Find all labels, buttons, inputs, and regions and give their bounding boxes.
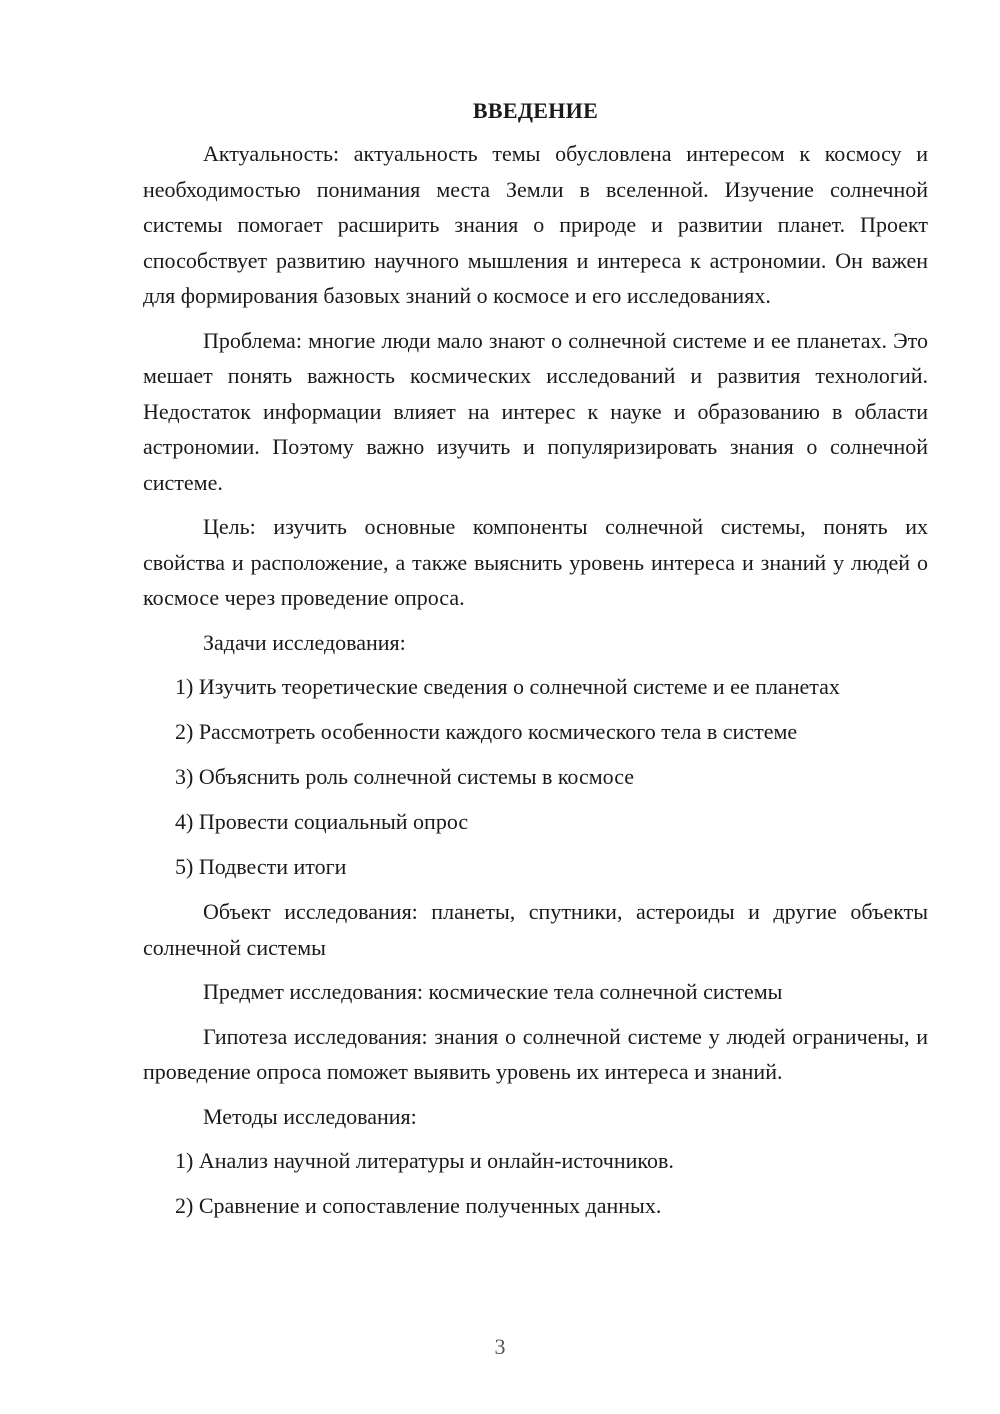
methods-heading: Методы исследования:	[203, 1103, 417, 1129]
method-item-1: 1) Анализ научной литературы и онлайн-источников.	[175, 1148, 674, 1173]
tasks-heading: Задачи исследования:	[203, 629, 406, 655]
paragraph-object: Объект исследования: планеты, спутники, астероиды и другие объекты солнечной системы	[143, 899, 928, 960]
methods-list	[143, 1143, 928, 1224]
tasks-list	[143, 669, 928, 885]
method-item-2: 2) Сравнение и сопоставление полученных данных.	[175, 1193, 662, 1218]
task-item-4: 4) Провести социальный опрос	[175, 809, 469, 834]
page-number: 3	[494, 1334, 506, 1359]
paragraph-hypothesis: Гипотеза исследования: знания о солнечной системе у людей ограничены, и проведение опроса поможет выявить уровень их интереса и знаний.	[143, 1023, 928, 1084]
task-item-5: 5) Подвести итоги	[175, 854, 347, 879]
paragraph-problem: Проблема: многие люди мало знают о солнечной системе и ее планетах. Это мешает понять важность космических исследований и развития технологий. Недостаток информации влияет на интерес к науке и образованию в области астрономии. Поэтому важно изучить и популяризировать знания о солнечной системе.	[143, 327, 928, 495]
paragraph-subject: Предмет исследования: космические тела солнечной системы	[203, 979, 783, 1004]
task-item-3: 3) Объяснить роль солнечной системы в космосе	[175, 764, 635, 789]
page-title: ВВЕДЕНИЕ	[472, 98, 599, 123]
task-item-1: 1) Изучить теоретические сведения о солнечной системе и ее планетах	[175, 674, 840, 699]
paragraph-relevance: Актуальность: актуальность темы обусловлена интересом к космосу и необходимостью понимания места Земли в вселенной. Изучение солнечной системы помогает расширить знания о природе и развитии планет. Проект способствует развитию научного мышления и интереса к астрономии. Он важен для формирования базовых знаний о космосе и его исследованиях.	[143, 141, 928, 308]
document-page	[143, 96, 928, 1233]
task-item-2: 2) Рассмотреть особенности каждого космического тела в системе	[175, 719, 798, 744]
paragraph-goal: Цель: изучить основные компоненты солнечной системы, понять их свойства и расположение, а также выяснить уровень интереса и знаний у людей о космосе через проведение опроса.	[143, 514, 928, 610]
